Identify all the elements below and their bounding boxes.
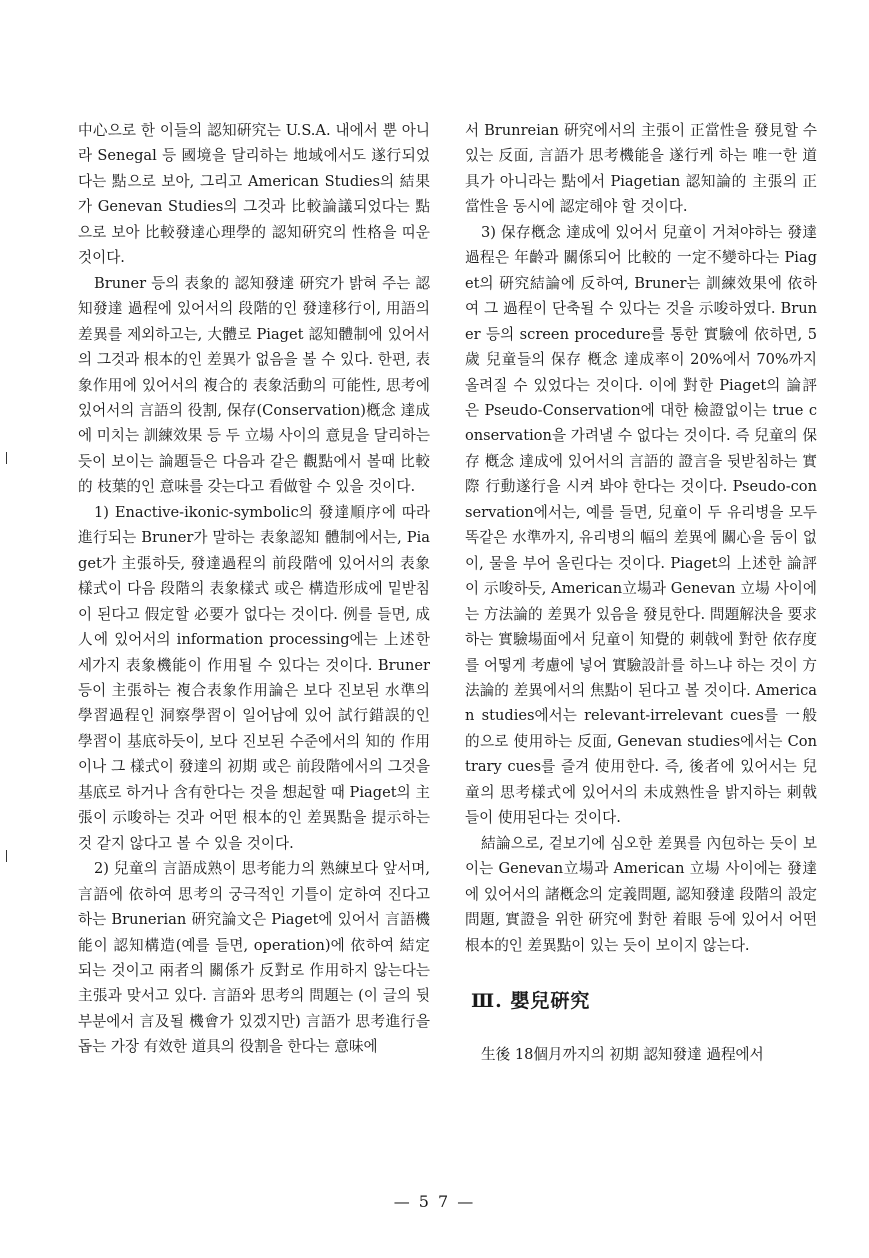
page-number: — 5 7 — bbox=[393, 1192, 476, 1211]
right-paragraph-3: 結論으로, 겉보기에 심오한 差異를 內包하는 듯이 보이는 Genevan立場과 American 立場 사이에는 發達에 있어서의 諸槪念의 定義問題, 認知發達 段階의 設定問題, 實證을 위한 硏究에 對한 着眼 등에 있어서 어떤 根本的인 差異點이 있는 듯이 보이지 않는다. bbox=[465, 834, 817, 954]
right-column bbox=[465, 118, 817, 1067]
section-heading: Ⅲ. 嬰兒硏究 bbox=[471, 989, 591, 1012]
right-paragraph-4: 生後 18個月까지의 初期 認知發達 過程에서 bbox=[481, 1045, 764, 1063]
right-paragraph-1: 서 Brunreian 硏究에서의 主張이 正當性을 發見할 수 있는 反面, 言語가 思考機能을 遂行케 하는 唯一한 道具가 아니라는 點에서 Piagetian 認知論的 主張의 正當性을 동시에 認定해야 할 것이다. bbox=[465, 122, 817, 216]
left-paragraph-3: 1) Enactive-ikonic-symbolic의 發達順序에 따라 進行되는 Bruner가 말하는 表象認知 體制에서는, Piaget가 主張하듯, 發達過程의 前段階에 있어서의 表象樣式이 다음 段階의 表象樣式 或은 構造形成에 밑받침이 된다고 假定할 必要가 없다는 것이다. 例를 들면, 成人에 있어서의 information processing에는 上述한 세가지 表象機能이 作用될 수 있다는 것이다. Bruner 등이 主張하는 複合表象作用論은 보다 진보된 水準의 學習過程인 洞察學習이 일어남에 있어 試行錯誤的인 學習이 基底하듯이, 보다 진보된 수준에서의 知的 作用이나 그 樣式이 發達의 初期 或은 前段階에서의 그것을 基底로 하거나 含有한다는 것을 想起할 때 Piaget의 主張이 示唆하는 것과 어떤 根本的인 差異點을 提示하는 것 같지 않다고 볼 수 있을 것이다. bbox=[78, 503, 430, 852]
left-paragraph-1: 中心으로 한 이들의 認知硏究는 U.S.A. 내에서 뿐 아니라 Senegal 등 國境을 달리하는 地域에서도 遂行되었다는 點으로 보아, 그리고 American Studies의 結果가 Genevan Studies의 그것과 比較論議되었다는 點으로 보아 比較發達心理學的 認知硏究의 性格을 띠운 것이다. bbox=[78, 122, 430, 267]
left-paragraph-4: 2) 兒童의 言語成熟이 思考能力의 熟練보다 앞서며, 言語에 依하여 思考의 궁극적인 기틀이 定하여 진다고 하는 Brunerian 硏究論文은 Piaget에 있어서 言語機能이 認知構造(예를 들면, operation)에 依하여 結定되는 것이고 兩者의 關係가 反對로 作用하지 않는다는 主張과 맞서고 있다. 言語와 思考의 問題는 (이 글의 뒷 부분에서 言及될 機會가 있겠지만) 言語가 思考進行을 돕는 가장 有效한 道具의 役割을 한다는 意味에 bbox=[78, 860, 430, 1056]
scan-edge-mark bbox=[6, 452, 7, 464]
left-column bbox=[78, 118, 430, 1060]
right-paragraph-2: 3) 保存槪念 達成에 있어서 兒童이 거쳐야하는 發達過程은 年齡과 關係되어 比較的 一定不變하다는 Piaget의 硏究結論에 反하여, Bruner는 訓練效果에 依하여 그 過程이 단축될 수 있다는 것을 示唆하였다. Bruner 등의 screen procedure를 통한 實驗에 依하면, 5歲 兒童들의 保存 槪念 達成率이 20%에서 70%까지 올려질 수 있었다는 것이다. 이에 對한 Piaget의 論評은 Pseudo-Conservation에 대한 檢證없이는 true conservation을 가려낼 수 없다는 것이다. 즉 兒童의 保存 槪念 達成에 있어서의 言語的 證言을 뒷받침하는 實際 行動遂行을 시켜 봐야 한다는 것이다. Pseudo-conservation에서는, 예를 들면, 兒童이 두 유리병을 모두 똑같은 水準까지, 유리병의 幅의 差異에 關心을 둠이 없이, 물을 부어 올린다는 것이다. Piaget의 上述한 論評이 示唆하듯, American立場과 Genevan 立場 사이에는 方法論的 差異가 있음을 發見한다. 問題解決을 要求하는 實驗場面에서 兒童이 知覺的 刺戟에 對한 依存度를 어떻게 考慮에 넣어 實驗設計를 하느냐 하는 것이 方法論的 差異에서의 焦點이 된다고 볼 것이다. American studies에서는 relevant-irrelevant cues를 一般的으로 使用하는 反面, Genevan studies에서는 Contrary cues를 즐겨 使用한다. 즉, 後者에 있어서는 兒童의 思考樣式에 있어서의 未成熟性을 밝지하는 刺戟들이 使用된다는 것이다. bbox=[465, 223, 817, 827]
left-paragraph-2: Bruner 등의 表象的 認知發達 硏究가 밝혀 주는 認知發達 過程에 있어서의 段階的인 發達移行이, 用語의 差異를 제외하고는, 大體로 Piaget 認知體制에 있어서의 그것과 根本的인 差異가 없음을 볼 수 있다. 한편, 表象作用에 있어서의 複合的 表象活動의 可能性, 思考에 있어서의 言語의 役割, 保存(Conservation)槪念 達成에 미치는 訓練效果 등 두 立場 사이의 意見을 달리하는 듯이 보이는 論題들은 다음과 같은 觀點에서 볼때 比較的 枝葉的인 意味를 갖는다고 看做할 수 있을 것이다. bbox=[78, 274, 430, 496]
scan-edge-mark bbox=[6, 850, 7, 862]
